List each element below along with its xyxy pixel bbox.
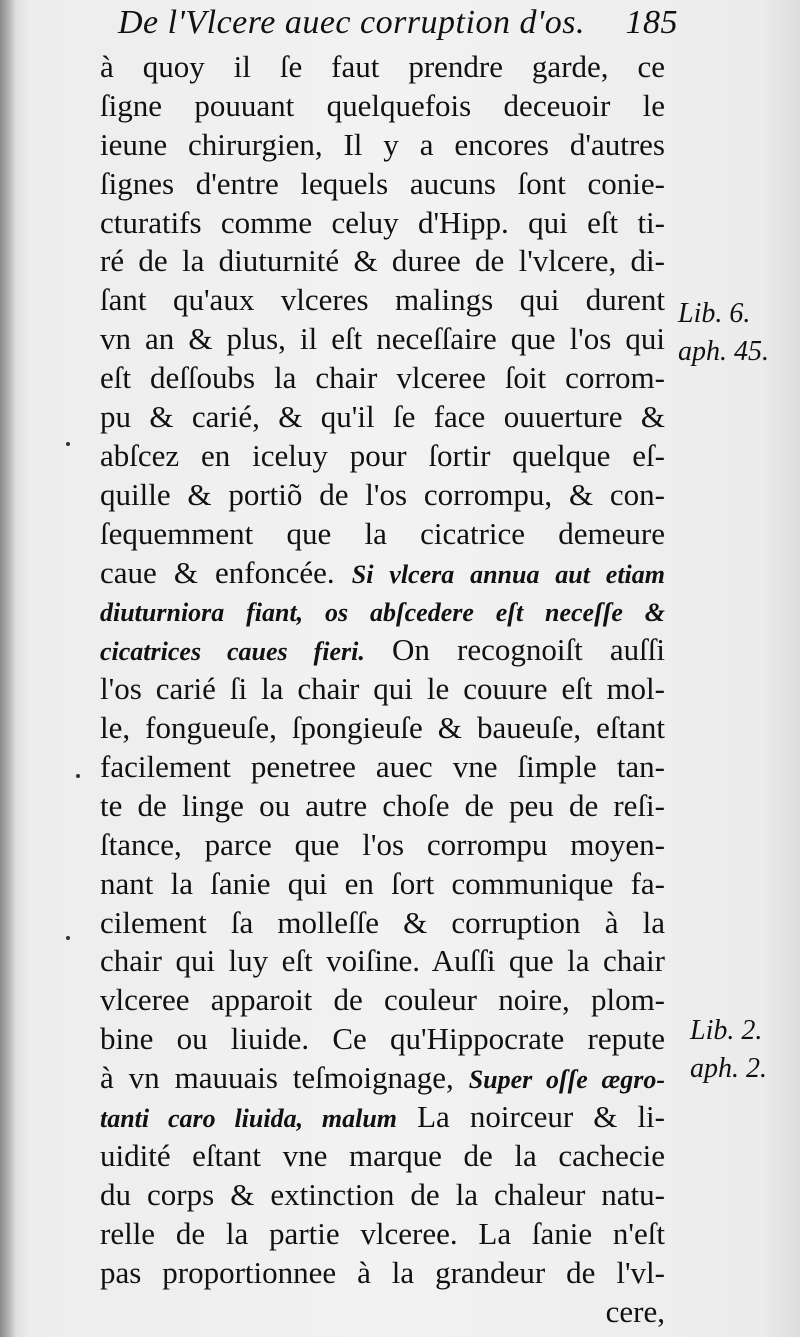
- text-line: [100, 515, 665, 554]
- text-line: [100, 48, 665, 87]
- text-line: [100, 826, 665, 865]
- text-line-roman: abſcez en iceluy pour ſortir quelque eſ-: [100, 437, 665, 473]
- text-line: [100, 126, 665, 165]
- margin-note-lib-2: [690, 1012, 767, 1088]
- text-line-roman: vn an & plus, il eſt neceſſaire que l'os qui: [100, 321, 665, 357]
- text-line-roman: chair qui luy eſt voiſine. Auſſi que la chair: [100, 943, 665, 979]
- text-line: [100, 748, 665, 787]
- text-line: [100, 87, 665, 126]
- text-line: [100, 1293, 665, 1332]
- text-line-roman: te de linge ou autre choſe de peu de reſi-: [100, 787, 665, 823]
- text-line-roman: facilement penetree auec vne ſimple tan-: [100, 749, 665, 785]
- running-head-title: De l'Vlcere auec corruption d'os.: [118, 4, 585, 41]
- text-line-roman: à vn mauuais teſmoignage,: [100, 1060, 454, 1096]
- text-line-roman: vlceree apparoit de couleur noire, plom-: [100, 982, 665, 1018]
- text-line-roman: à quoy il ſe faut prendre garde, ce: [100, 49, 665, 84]
- ink-speck: [66, 936, 70, 940]
- margin-note-line: aph. 45.: [678, 336, 769, 367]
- text-line: [100, 281, 665, 320]
- text-line: [100, 437, 665, 476]
- text-line: [100, 1254, 665, 1293]
- text-line-roman: ſignes d'entre lequels aucuns ſont conie-: [100, 165, 665, 201]
- text-line: [100, 1098, 665, 1137]
- text-line-roman: ſtance, parce que l'os corrompu moyen-: [100, 826, 665, 862]
- margin-note-line: aph. 2.: [690, 1053, 767, 1084]
- text-line: [100, 981, 665, 1020]
- text-line-roman: cere,: [605, 1293, 665, 1329]
- text-line-roman: le, fongueuſe, ſpongieuſe & baueuſe, eſtant: [100, 710, 665, 746]
- text-line-roman: du corps & extinction de la chaleur natu-: [100, 1176, 665, 1212]
- page-number: 185: [625, 4, 678, 41]
- running-head: [118, 4, 678, 48]
- text-line: [100, 631, 665, 670]
- text-line-roman: bine ou liuide. Ce qu'Hippocrate repute: [100, 1021, 665, 1057]
- text-line: [100, 1176, 665, 1215]
- text-line: [100, 709, 665, 748]
- text-line-roman: cilement ſa molleſſe & corruption à la: [100, 904, 665, 940]
- text-line: [100, 670, 665, 709]
- text-line-roman: ſant qu'aux vlceres malings qui durent: [100, 282, 665, 318]
- text-line-roman: La noirceur & li-: [417, 1099, 665, 1135]
- margin-note-line: Lib. 2.: [690, 1015, 763, 1046]
- text-line-roman: uidité eſtant vne marque de la cachecie: [100, 1137, 665, 1173]
- text-line-roman: pu & carié, & qu'il ſe face ouuerture &: [100, 399, 665, 435]
- text-line: [100, 359, 665, 398]
- latin-quotation: tanti caro liuida, malum: [100, 1104, 398, 1134]
- text-line-roman: nant la ſanie qui en ſort communique fa-: [100, 865, 665, 901]
- text-line-roman: l'os carié ſi la chair qui le couure eſt mol-: [100, 671, 665, 707]
- text-line-roman: cturatifs comme celuy d'Hipp. qui eſt ti-: [100, 204, 665, 240]
- text-line-roman: quille & portiõ de l'os corrompu, & con-: [100, 476, 665, 512]
- latin-quotation: Si vlcera annua aut etiam: [351, 559, 666, 589]
- text-line: [100, 942, 665, 981]
- margin-note-line: Lib. 6.: [678, 298, 751, 329]
- text-line-roman: ſigne pouuant quelquefois deceuoir le: [100, 87, 665, 123]
- text-line: [100, 398, 665, 437]
- text-line: [100, 476, 665, 515]
- text-line: [100, 204, 665, 243]
- text-line: [100, 1020, 665, 1059]
- text-line: [100, 592, 665, 631]
- latin-quotation: diuturniora fiant, os abſcedere eſt neceſſe &: [100, 598, 665, 628]
- margin-note-lib-6: [678, 295, 769, 371]
- latin-quotation: Super oſſe ægro-: [468, 1065, 666, 1095]
- gutter-shadow: [0, 0, 16, 1337]
- text-line: [100, 1059, 665, 1098]
- ink-speck: [76, 774, 80, 778]
- text-line: [100, 554, 665, 593]
- text-line-roman: ſequemment que la cicatrice demeure: [100, 515, 665, 551]
- text-line: [100, 1215, 665, 1254]
- latin-quotation: cicatrices caues fieri.: [100, 637, 365, 667]
- text-line-roman: caue & enfoncée.: [100, 554, 335, 590]
- text-line: [100, 320, 665, 359]
- text-line: [100, 865, 665, 904]
- ink-speck: [66, 442, 70, 446]
- text-line-roman: pas proportionnee à la grandeur de l'vl-: [100, 1254, 665, 1290]
- text-line-roman: eſt deſſoubs la chair vlceree ſoit corrom-: [100, 360, 665, 396]
- text-line: [100, 1137, 665, 1176]
- text-line: [100, 242, 665, 281]
- text-line: [100, 904, 665, 943]
- text-line-roman: relle de la partie vlceree. La ſanie n'eſt: [100, 1215, 665, 1251]
- text-line-roman: ré de la diuturnité & duree de l'vlcere, di-: [100, 243, 665, 279]
- text-line: [100, 165, 665, 204]
- text-line-roman: ieune chirurgien, Il y a encores d'autres: [100, 126, 665, 162]
- text-line: [100, 787, 665, 826]
- text-line-roman: On recognoiſt auſſi: [392, 632, 665, 668]
- body-text: [100, 48, 665, 1331]
